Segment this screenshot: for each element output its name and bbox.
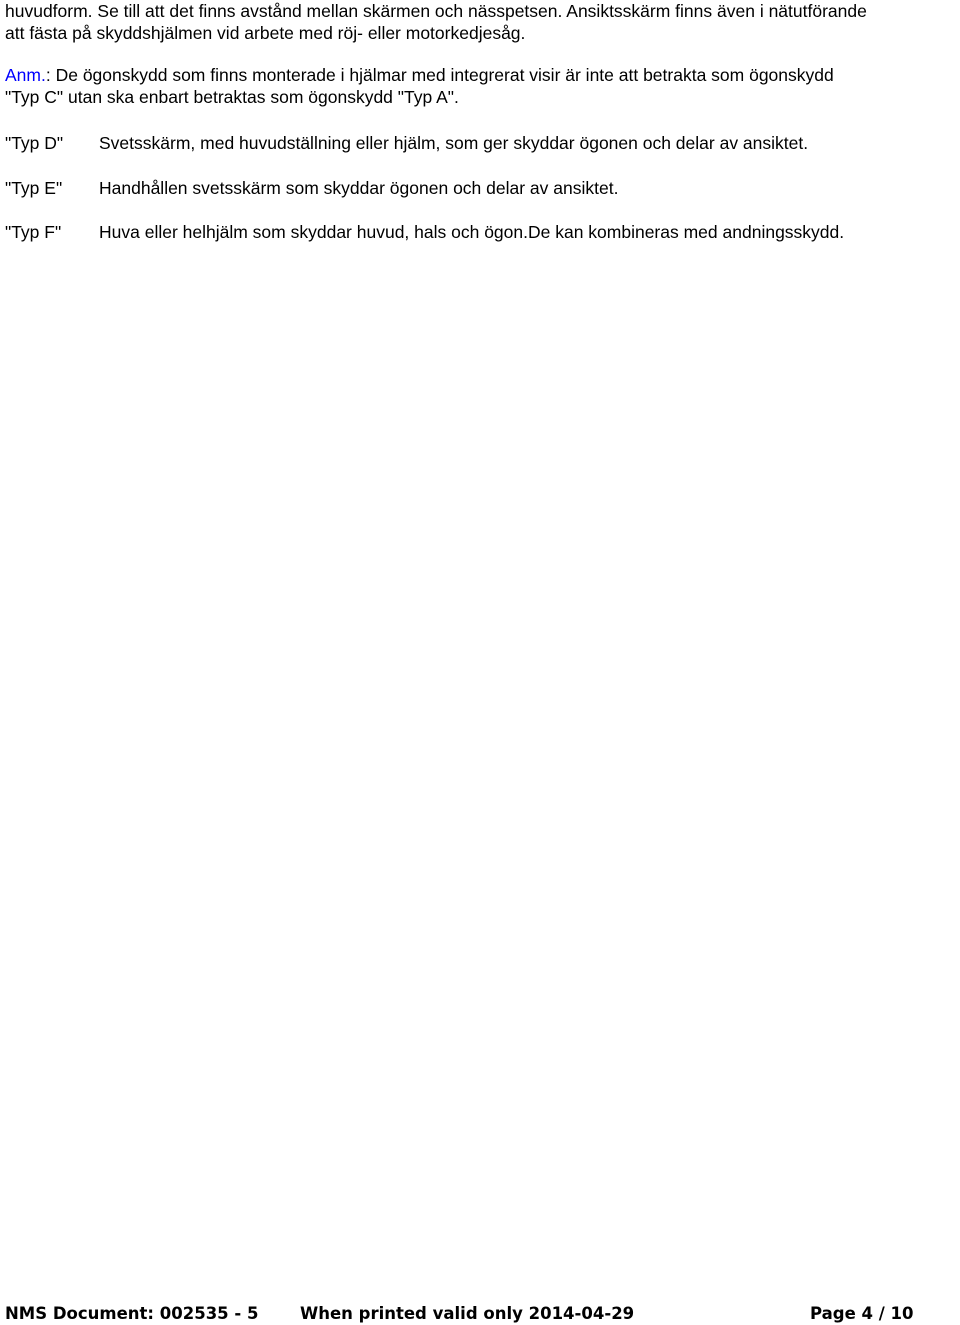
footer-validity: When printed valid only 2014-04-29 [300, 1304, 635, 1323]
type-row-f [5, 221, 955, 266]
intro-line-1: huvudform. Se till att det finns avstånd mellan skärmen och nässpetsen. Ansiktsskärm finns även i nätutförande [5, 1, 867, 21]
note-paragraph [5, 64, 955, 108]
intro-line-2: att fästa på skyddshjälmen vid arbete med röj- eller motorkedjesåg. [5, 23, 526, 43]
footer-page-number: Page 4 / 10 [810, 1304, 914, 1323]
note-line-1 [5, 64, 955, 86]
footer-document-id: NMS Document: 002535 - 5 [5, 1304, 259, 1323]
type-code: "Typ F" [5, 222, 62, 242]
type-description: Handhållen svetsskärm som skyddar ögonen och delar av ansiktet. [99, 177, 619, 198]
page-footer [0, 1304, 960, 1324]
note-text-1: : De ögonskydd som finns monterade i hjälmar med integrerat visir är inte att betrakta som ögonskydd [45, 65, 834, 85]
type-row-e [5, 177, 955, 222]
note-prefix: Anm. [5, 65, 46, 85]
type-description: Svetsskärm, med huvudställning eller hjälm, som ger skyddar ögonen och delar av ansiktet. [99, 133, 809, 153]
type-code: "Typ E" [5, 177, 63, 198]
type-code: "Typ D" [5, 133, 64, 153]
note-line-2: "Typ C" utan ska enbart betraktas som ögonskydd "Typ A". [5, 87, 459, 107]
intro-paragraph [5, 0, 955, 44]
type-description: Huva eller helhjälm som skyddar huvud, hals och ögon.De kan kombineras med andningsskydd. [99, 222, 845, 242]
type-row-d [5, 132, 955, 177]
type-list [5, 132, 955, 266]
